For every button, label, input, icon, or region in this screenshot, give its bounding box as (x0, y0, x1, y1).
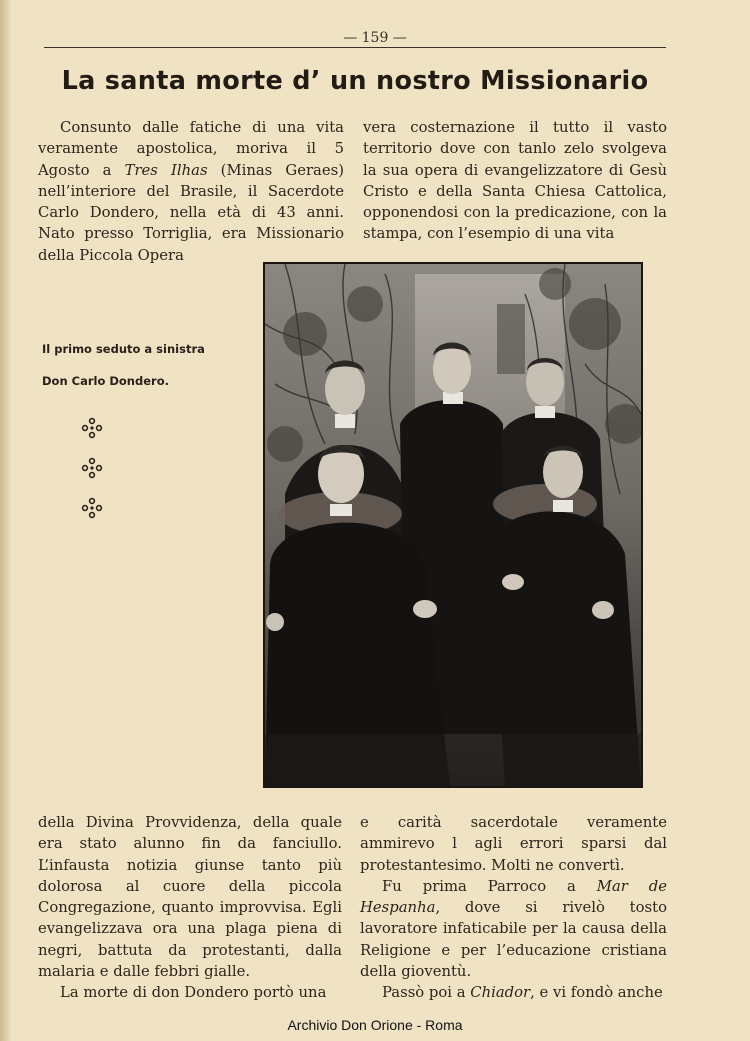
column-top-right (363, 117, 667, 245)
ornament-icon (81, 417, 103, 439)
column-bottom-right (360, 812, 667, 1004)
column-bottom-left (38, 812, 342, 1004)
place-tres-ilhas: Tres Ilhas (124, 161, 208, 179)
ornament-icon (81, 457, 103, 479)
group-photo (263, 262, 643, 788)
text-bottom-right-p2a: Fu prima Parroco a (382, 877, 597, 895)
text-top-left: Consunto dalle fatiche di una vita veramente apostolica, moriva il 5 Agosto a (38, 119, 344, 179)
photo-caption-line1: Il primo seduto a sinistra (42, 342, 205, 356)
text-bottom-right-p1: e carità sacerdotale veramente ammirevo l agli errori sparsi dal protestantesimo. Molti ne convertì. (360, 814, 667, 874)
header-rule (44, 47, 666, 48)
article-title: La santa morte d’ un nostro Missionario (61, 66, 649, 96)
text-bottom-left-p1: della Divina Provvidenza, della quale era stato alunno fin da fanciullo. L’infausta notizia giunse tanto più dolorosa al cuore della piccola Congregazione, quanto improvvisa. Egli evangelizzava ora una plaga piena di negri, battuta da protestanti, dalla malaria e dalle febbri gialle. (38, 814, 342, 981)
archive-footer: Archivio Don Orione - Roma (287, 1017, 463, 1033)
place-mar-de-hespanha: Mar de Hespanha (360, 877, 667, 917)
column-top-left (38, 117, 344, 266)
place-chiador: Chiador (470, 984, 531, 1002)
text-bottom-right-p3a: Passò poi a (382, 984, 471, 1002)
text-bottom-left-p2: La morte di don Dondero portò una (60, 984, 327, 1002)
page-number: — 159 — (343, 30, 407, 46)
text-bottom-right-p3b: , e vi fondò anche (530, 984, 663, 1002)
photo-priests-illustration (265, 264, 641, 786)
ornament-icon (81, 497, 103, 519)
text-bottom-right-p2b: , dove si rivelò tosto lavoratore infaticabile per la causa della Religione e per l’educazione cristiana della gioventù. (360, 899, 667, 981)
photo-caption-line2: Don Carlo Dondero. (42, 374, 169, 388)
page-edge (0, 0, 12, 1041)
text-top-left-rest: (Minas Geraes) nell’interiore del Brasile, il Sacerdote Carlo Dondero, nella età di 43 anni. Nato presso Torriglia, era Missionario della Piccola Opera (38, 161, 344, 264)
text-top-right: vera costernazione il tutto il vasto territorio dove con tanlo zelo svolgeva la sua opera di evangelizzatore di Gesù Cristo e della Santa Chiesa Cattolica, opponendosi con la predicazione, con la stampa, con l’esempio di una vita (363, 119, 667, 243)
